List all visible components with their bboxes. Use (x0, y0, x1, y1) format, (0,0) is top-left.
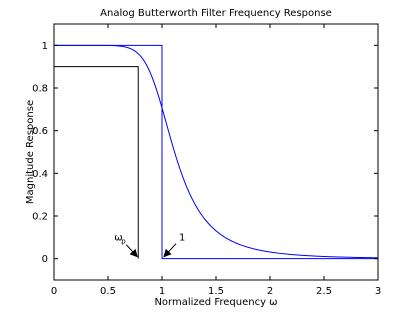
y-tick-label: 0 (41, 254, 48, 266)
x-tick-label: 1.5 (208, 286, 224, 297)
y-tick-label: 0.8 (32, 83, 48, 95)
y-tick-label: 1 (41, 40, 48, 52)
y-tick-label: 0.4 (32, 168, 48, 180)
x-tick-label: 1 (158, 286, 166, 297)
omega-p-label: ω (114, 232, 123, 244)
y-tick-label: 0.2 (32, 211, 48, 223)
x-axis-label: Normalized Frequency ω (154, 297, 278, 308)
x-tick-label: 2 (266, 286, 274, 297)
cutoff-label: 1 (179, 232, 186, 244)
x-tick-label: 0.5 (100, 286, 116, 297)
y-tick-label: 0.6 (32, 126, 48, 138)
y-axis-label: Magnitude Response (25, 99, 36, 205)
chart-title: Analog Butterworth Filter Frequency Response (100, 8, 332, 19)
plot-area (54, 24, 378, 280)
x-tick-label: 0 (50, 286, 58, 297)
x-tick-label: 2.5 (316, 286, 332, 297)
omega-p-subscript: p (121, 237, 126, 246)
x-tick-label: 3 (374, 286, 382, 297)
